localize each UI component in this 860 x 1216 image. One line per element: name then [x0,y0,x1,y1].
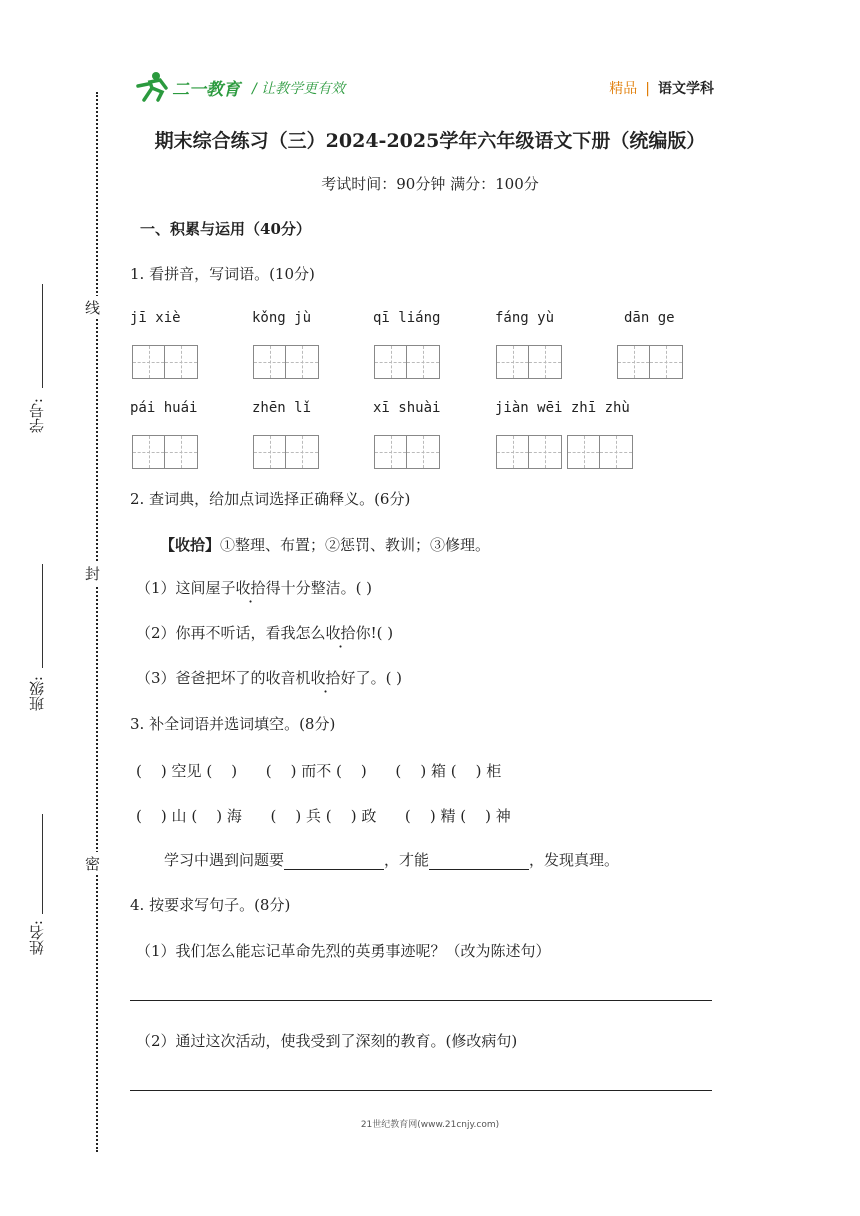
pinyin-item: fáng yù [495,310,555,326]
answer-blank[interactable] [429,854,529,870]
answer-line[interactable] [130,1090,712,1091]
question-2-item-3 [136,667,402,688]
pinyin-item: dān ge [624,310,675,326]
question-4-item-2: （2）通过这次活动，使我受到了深刻的教育。(修改病句) [136,1032,518,1050]
definition-line [160,534,490,555]
header-separator: | [645,81,650,97]
item-text: 你!( ) [355,624,394,642]
idiom-row-1: ( ) 空见 ( ) ( ) 而不 ( ) ( ) 箱 ( ) 柜 [136,762,502,780]
answer-line[interactable] [130,1000,712,1001]
answer-blank[interactable] [284,854,384,870]
writing-grid[interactable] [132,435,198,469]
writing-grid[interactable] [617,345,683,379]
writing-grid[interactable] [496,345,562,379]
pinyin-item: zhēn lǐ [252,400,312,416]
sentence-text: ，发现真理。 [529,851,620,869]
item-text: （1）这间屋子 [136,579,236,597]
binding-word-xian: 线 [82,296,103,319]
pinyin-item: xī shuài [373,400,441,416]
item-text: （2）你再不听话，看我怎么 [136,624,326,642]
name-label: 姓名: [28,920,46,956]
pinyin-item: pái huái [130,400,198,416]
brand-badge: 精品 [609,81,638,97]
section-heading: 一、积累与运用（40分） [140,220,311,238]
pinyin-item: jī xiè [130,310,181,326]
writing-grid[interactable] [253,435,319,469]
class-label: 班级: [28,676,46,712]
writing-grid[interactable] [496,435,562,469]
dotted-word: 收拾 [235,579,266,597]
writing-grid[interactable] [132,345,198,379]
student-id-label: 学号: [28,398,46,434]
writing-grid[interactable] [253,345,319,379]
writing-grid[interactable] [374,345,440,379]
question-2-prompt: 2. 查词典，给加点词选择正确释义。(6分) [130,490,411,508]
idiom-row-2: ( ) 山 ( ) 海 ( ) 兵 ( ) 政 ( ) 精 ( ) 神 [136,807,511,825]
pinyin-item: jiàn wēi zhī zhù [495,400,630,416]
sentence-text: 学习中遇到问题要 [164,851,285,869]
brand-logo [136,70,246,104]
header-slogan: / 让教学更有效 [252,81,346,97]
item-text: 得十分整洁。( ) [265,579,373,597]
question-2-item-2 [136,622,393,643]
pinyin-item: kǒng jù [252,310,312,326]
name-line [42,814,43,914]
binding-word-mi: 密 [82,852,103,875]
class-line [42,564,43,668]
runner-icon [136,70,246,104]
subject-label: 语文学科 [658,81,714,97]
page-title: 期末综合练习（三）2024-2025学年六年级语文下册（统编版） [154,130,706,152]
exam-info: 考试时间：90分钟 满分：100分 [321,175,539,193]
pinyin-item: qī liáng [373,310,441,326]
dotted-word: 收拾 [325,624,356,642]
svg-text:二一教育: 二一教育 [172,80,240,100]
footer-source: 21世纪教育网(www.21cnjy.com) [360,1120,500,1130]
writing-grid[interactable] [567,435,633,469]
question-4-item-1: （1）我们怎么能忘记革命先烈的英勇事迹呢？（改为陈述句） [136,942,551,960]
question-2-item-1 [136,577,372,598]
writing-grid[interactable] [374,435,440,469]
binding-dotted-line [96,92,98,1152]
sentence-text: ，才能 [384,851,430,869]
header-right [609,78,714,98]
fill-sentence [164,849,619,870]
definition-head: 【收拾】 [160,536,221,554]
binding-word-feng: 封 [82,562,103,585]
item-text: （3）爸爸把坏了的收音机 [136,669,311,687]
item-text: 好了。( ) [340,669,403,687]
question-1-prompt: 1. 看拼音，写词语。(10分) [130,265,315,283]
question-3-prompt: 3. 补全词语并选词填空。(8分) [130,715,336,733]
question-4-prompt: 4. 按要求写句子。(8分) [130,896,291,914]
definition-body: ①整理、布置；②惩罚、教训；③修理。 [220,536,491,554]
dotted-word: 收拾 [310,669,341,687]
student-id-line [42,284,43,388]
